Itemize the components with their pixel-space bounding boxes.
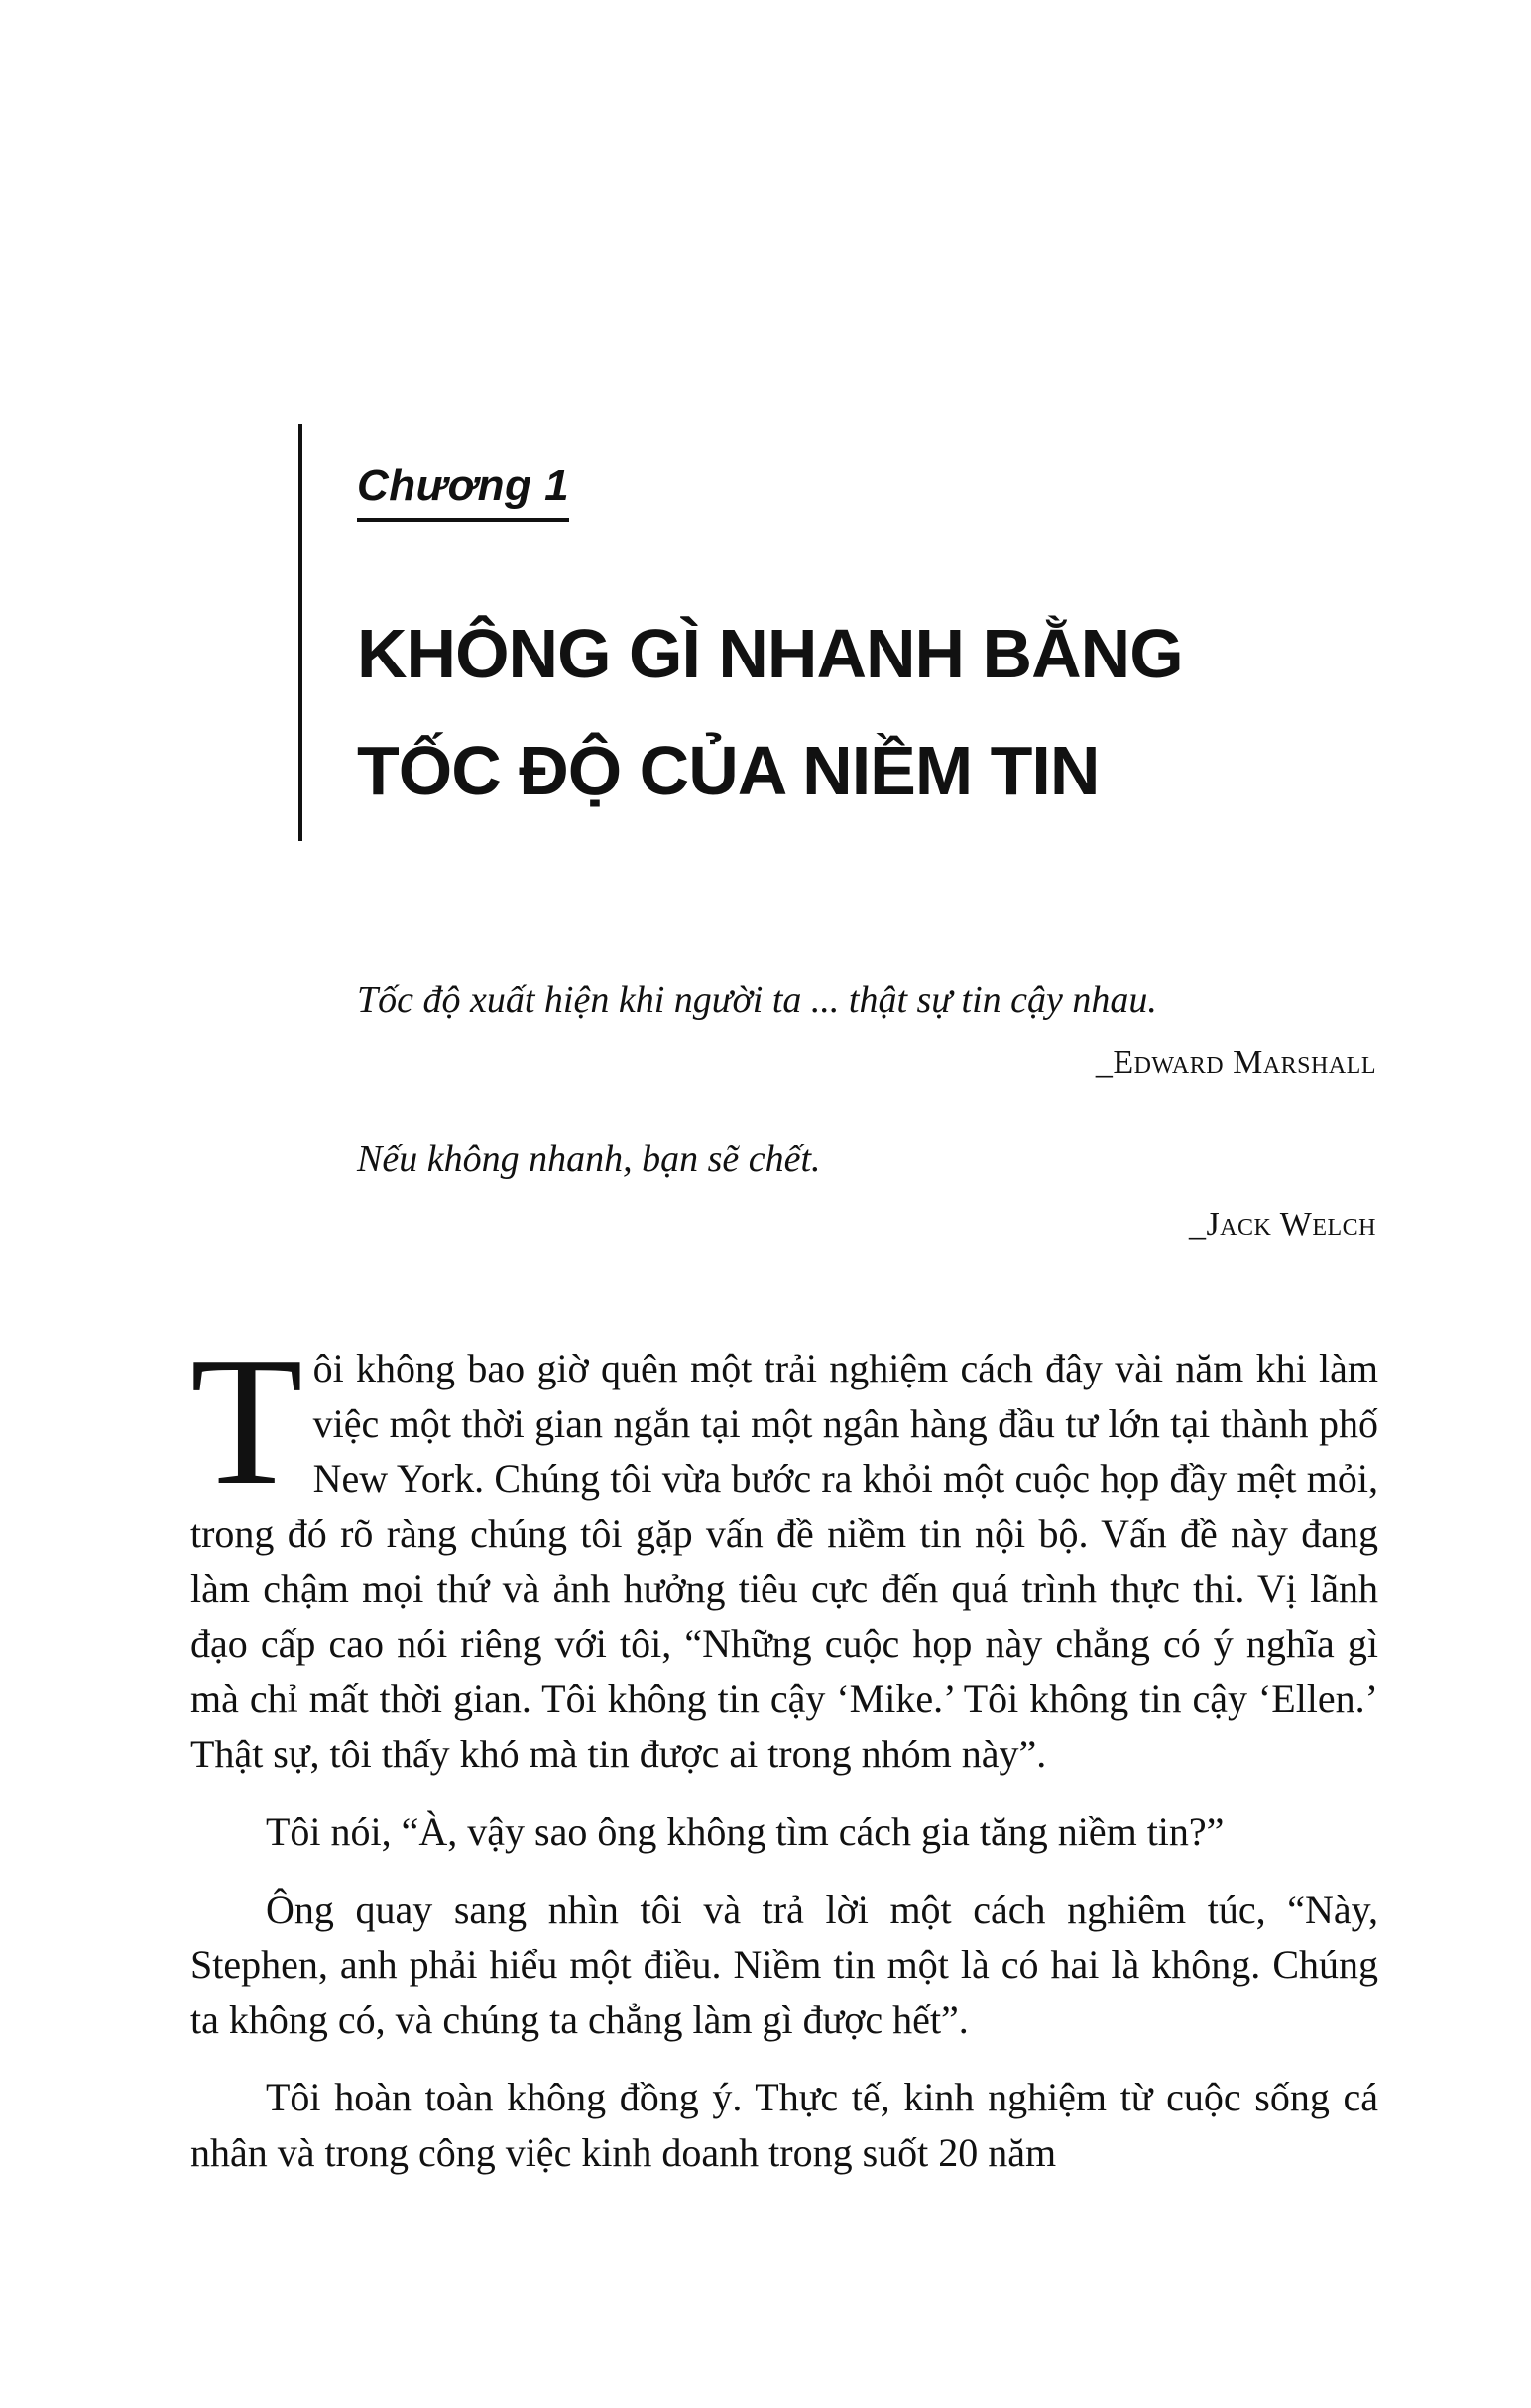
body-paragraph-1 [190, 1319, 1378, 1781]
body-paragraph-3: Ông quay sang nhìn tôi và trả lời một cách nghiêm túc, “Này, Stephen, anh phải hiểu một điều. Niềm tin một là có hai là không. Chúng ta không có, và chúng ta chẳng làm gì được hết”. [190, 1886, 1378, 2042]
epigraph-quote-1: Tốc độ xuất hiện khi người ta ... thật sự tin cậy nhau. [357, 979, 1157, 1021]
drop-cap: T [190, 1319, 303, 1523]
body-text [190, 1319, 1378, 2203]
chapter-title [357, 595, 1349, 829]
epigraph-author-2: _Jack Welch [1188, 1206, 1376, 1243]
body-paragraph-2: Tôi nói, “À, vậy sao ông không tìm cách gia tăng niềm tin?” [266, 1809, 1225, 1854]
chapter-title-line-1: KHÔNG GÌ NHANH BẰNG [357, 615, 1183, 692]
epigraph-author-1: _Edward Marshall [1095, 1044, 1376, 1081]
chapter-title-line-2: TỐC ĐỘ CỦA NIỀM TIN [357, 732, 1100, 809]
chapter-label: Chương 1 [357, 464, 569, 522]
body-paragraph-4: Tôi hoàn toàn không đồng ý. Thực tế, kinh nghiệm từ cuộc sống cá nhân và trong công việc kinh doanh trong suốt 20 năm [190, 2075, 1378, 2175]
body-paragraph-1-text: ôi không bao giờ quên một trải nghiệm cách đây vài năm khi làm việc một thời gian ngắn tại một ngân hàng đầu tư lớn tại thành phố New York. Chúng tôi vừa bước ra khỏi một cuộc họp đầy mệt mỏi, trong đó rõ ràng chúng tôi gặp vấn đề niềm tin nội bộ. Vấn đề này đang làm chậm mọi thứ và ảnh hưởng tiêu cực đến quá trình thực thi. Vị lãnh đạo cấp cao nói riêng với tôi, “Những cuộc họp này chẳng có ý nghĩa gì mà chỉ mất thời gian. Tôi không tin cậy ‘Mike.’ Tôi không tin cậy ‘Ellen.’ Thật sự, tôi thấy khó mà tin được ai trong nhóm này”. [190, 1346, 1378, 1776]
epigraph-quote-2: Nếu không nhanh, bạn sẽ chết. [357, 1139, 821, 1180]
chapter-vertical-rule [298, 424, 302, 841]
